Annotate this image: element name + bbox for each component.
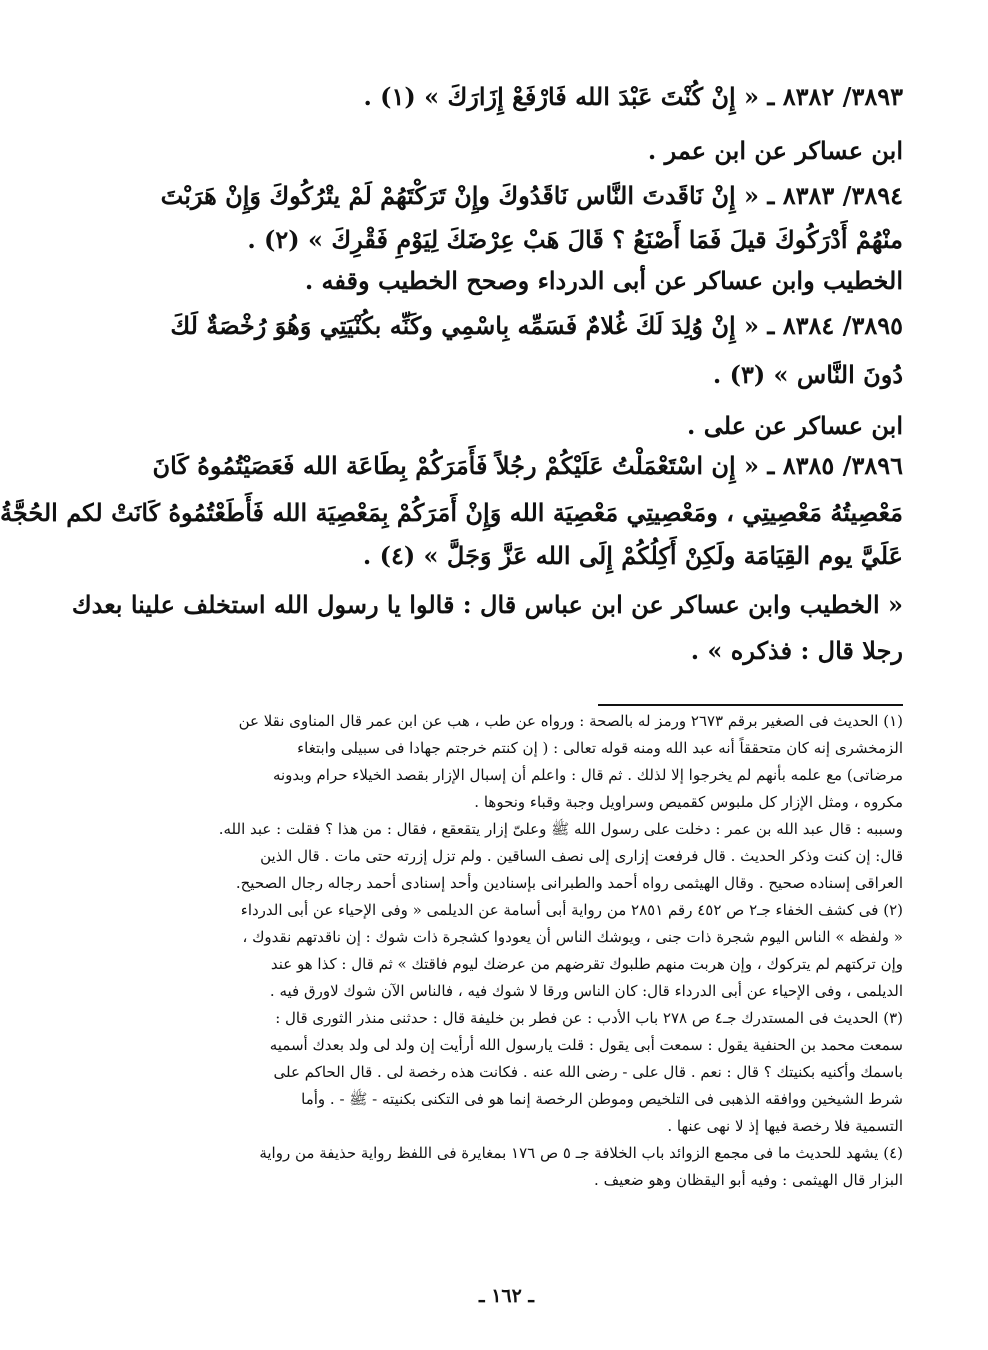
hadith-line: ٣٨٩٥/ ٨٣٨٤ ـ « إِنْ وُلِدَ لَكَ غُلامٌ فَسَمِّه بِاسْمِي وكَنِّه بكُنْيَتِي وَهُوَ رُخْصَةٌ لَكَ: [170, 311, 903, 340]
footnote-line: قال: إن كنت وذكر الحديث . قال فرفعت إزارى إلى نصف الساقين . ولم تزل إزرته حتى مات . قال الذين: [260, 847, 903, 865]
footnote-line: شرط الشيخين ووافقه الذهبى فى التلخيص وموطن الرخصة إنما هو فى التكنى بكنيته - ﷺ - . وأما: [301, 1090, 903, 1108]
hadith-line: دُونَ النَّاس » (٣) .: [712, 360, 903, 389]
footnote-line: التسمية فلا رخصة فيها إذ لا نهى عنها .: [667, 1117, 903, 1135]
footnote-line: (٣) الحديث فى المستدرك جـ٤ ص ٢٧٨ باب الأدب : عن فطر بن خليفة قال : حدثنى منذر الثورى قال :: [275, 1009, 903, 1027]
footnote-line: وإن تركتهم لم يتركوك ، وإن هربت منهم طلبوك تقرضهم من عرضك ليوم فاقتك » ثم قال : كذا هو عند: [270, 955, 903, 973]
source-line: « الخطيب وابن عساكر عن ابن عباس قال : قالوا يا رسول الله استخلف علينا بعدك: [71, 590, 903, 619]
hadith-line: عَلَيَّ يوم القِيَامَة ولَكِنْ أَكِلُكُمْ إِلَى الله عَزَّ وَجَلَّ » (٤) .: [362, 541, 903, 570]
footnote-line: (١) الحديث فى الصغير برقم ٢٦٧٣ ورمز له بالصحة : ورواه عن طب ، هب عن ابن عمر قال المناوى نقلا عن: [238, 712, 903, 730]
hadith-line: ٣٨٩٤/ ٨٣٨٣ ـ « إِنْ نَاقَدتَ النَّاس نَاقَدُوكَ وإِنْ تَرَكْتَهُمْ لَمْ يتْرُكُوكَ وَإِنْ هَرَبْتَ: [160, 181, 903, 210]
footnote-line: « ولفظه » الناس اليوم شجرة ذات جنى ، ويوشك الناس أن يعودوا كشجرة ذات شوك : إن ناقدتهم نقدوك ،: [242, 928, 903, 946]
footnote-line: البزار قال الهيثمى : وفيه أبو اليقظان وهو ضعيف .: [594, 1171, 903, 1189]
footnote-line: العراقى إسناده صحيح . وقال الهيثمى رواه أحمد والطبرانى بإسنادين وأحد إسنادى أحمد رجاله رجال الصحيح.: [235, 874, 903, 892]
footnote-line: سمعت محمد بن الحنفية يقول : سمعت أبى يقول : قلت يارسول الله أرأيت إن ولد لى ولد بعدك أسميه: [269, 1036, 903, 1054]
footnote-line: باسمك وأكنيه بكنيتك ؟ قال : نعم . قال على - رضى الله عنه . فكانت هذه رخصة لى . قال الحاكم على: [273, 1063, 903, 1081]
source-line: ابن عساكر عن ابن عمر .: [647, 136, 903, 165]
hadith-line: ٣٨٩٦/ ٨٣٨٥ ـ « إِن اسْتَعْمَلْتُ عَلَيْكُمْ رجُلاً فَأَمَرَكُمْ بِطَاعَة الله فَعَصَيْتُمُوهُ كَانَ: [152, 451, 903, 480]
source-line: رجلا قال : فذكره » .: [690, 636, 903, 665]
hadith-line: مَعْصِيتُهُ مَعْصِيتِي ، ومَعْصِيتِي مَعْصِيَة الله وَإِنْ أَمَرَكُمْ بِمَعْصِيَة الله فَأَطَعْتُمُوهُ كَانَتْ لكم الحُجَّةُ: [0, 498, 903, 527]
footnote-line: مكروه ، ومثل الإزار كل ملبوس كقميص وسراويل وجبة وقباء ونحوها .: [474, 793, 903, 811]
footnote-line: الزمخشرى إنه كان متحققاً أنه عبد الله ومنه قوله تعالى : ( إن كنتم خرجتم جهادا فى سبيلى وابتغاء: [297, 739, 903, 757]
source-line: ابن عساكر عن على .: [687, 411, 903, 440]
footnote-line: الديلمى ، وفى الإحياء عن أبى الدرداء قال: كان الناس ورقا لا شوك فيه ، فالناس الآن شوك لاورق فيه .: [269, 982, 903, 1000]
page-number: ـ ١٦٢ ـ: [479, 1285, 534, 1307]
footnote-line: (٢) فى كشف الخفاء جـ٢ ص ٤٥٢ رقم ٢٨٥١ من رواية أبى أسامة عن الديلمى « وفى الإحياء عن أبى الدرداء: [240, 901, 903, 919]
footnote-line: وسببه : قال عبد الله بن عمر : دخلت على رسول الله ﷺ وعلىّ إزار يتقعقع ، فقال : من هذا ؟ فقلت : عبد الله.: [218, 820, 903, 838]
source-line: الخطيب وابن عساكر عن أبى الدرداء وصحح الخطيب وقفه .: [304, 266, 903, 295]
footnote-line: مرضاتى) مع علمه بأنهم لم يخرجوا إلا لذلك . ثم قال : واعلم أن إسبال الإزار بقصد الخيلاء حرام وبدونه: [272, 766, 903, 784]
hadith-line: منْهُمْ أَدْرَكُوكَ قيلَ فَمَا أَصْنَعُ ؟ قَالَ هَبْ عِرْضَكَ لِيَوْمِ فَقْرِكَ » (٢) .: [247, 225, 903, 254]
hadith-line: ٣٨٩٣/ ٨٣٨٢ ـ « إِنْ كُنْتَ عَبْدَ الله فَارْفَعْ إِزَارَكَ » (١) .: [363, 82, 903, 111]
footnote-divider: [598, 704, 903, 706]
footnote-line: (٤) يشهد للحديث ما فى مجمع الزوائد باب الخلافة جـ ٥ ص ١٧٦ بمغايرة فى اللفظ رواية حذيفة من رواية: [259, 1144, 903, 1162]
